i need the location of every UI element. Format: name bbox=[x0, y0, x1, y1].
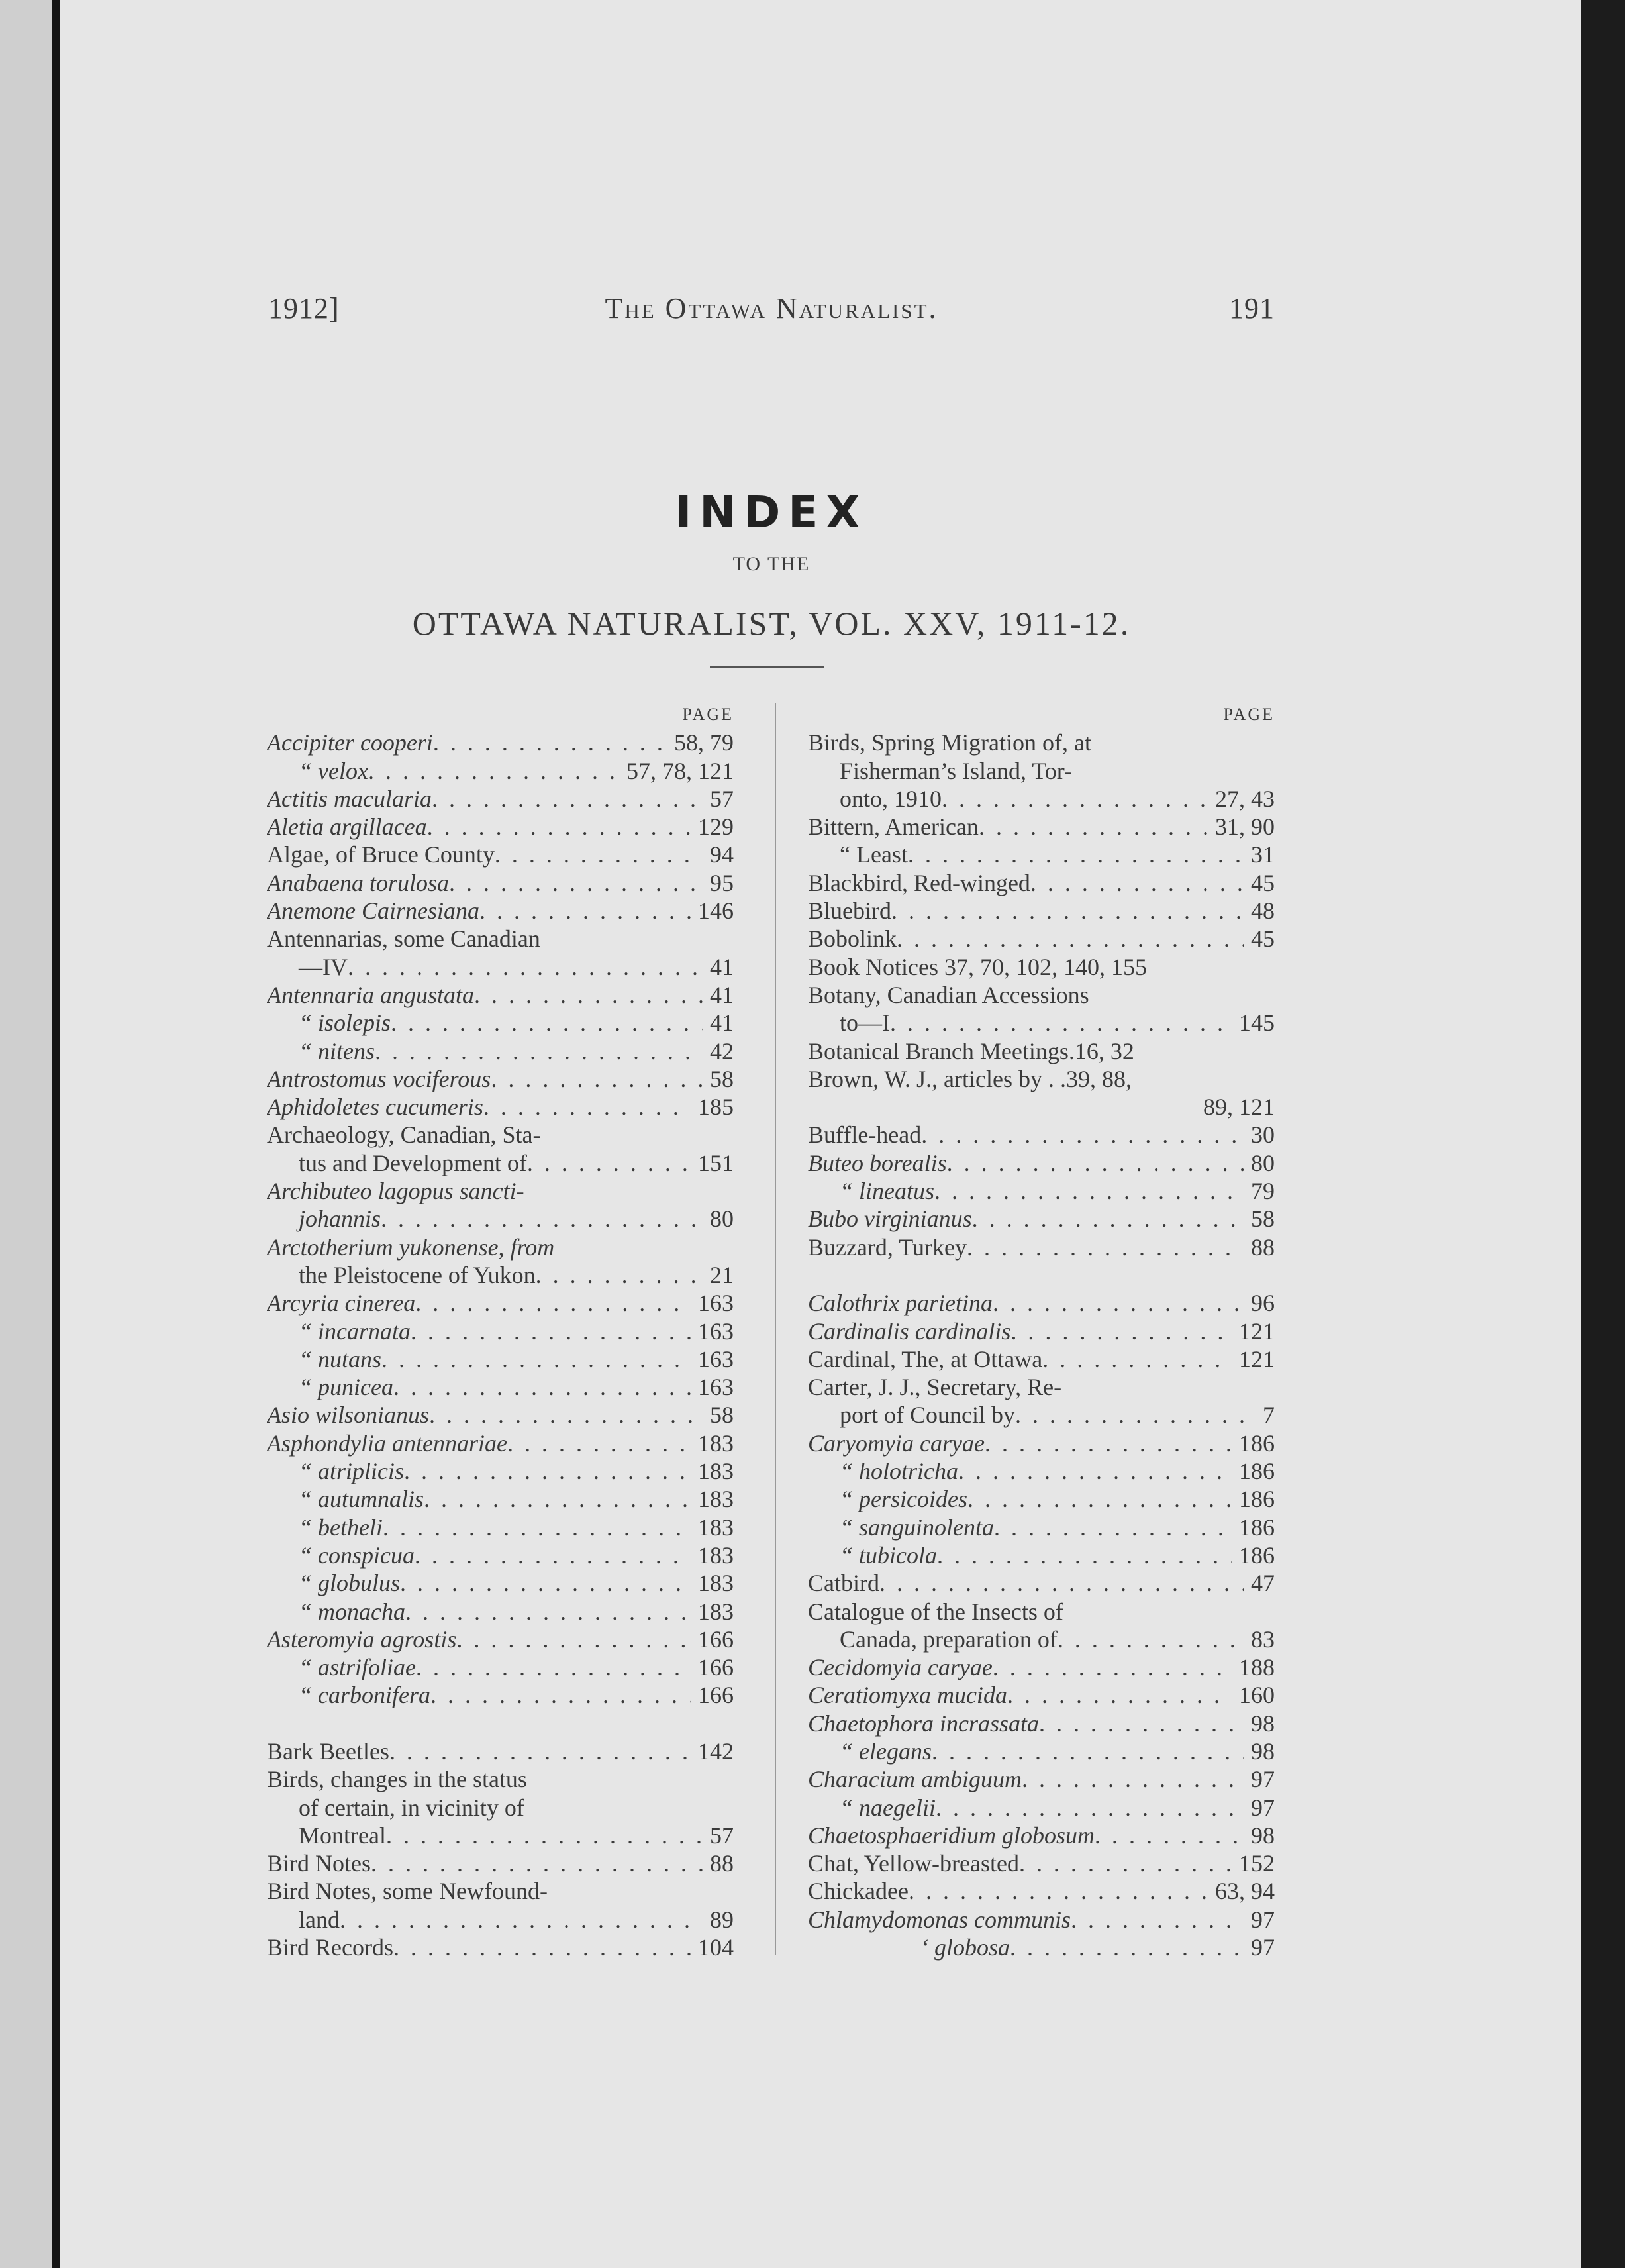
entry-pages: 166 bbox=[698, 1654, 734, 1681]
entry-pages: 57 bbox=[710, 785, 734, 812]
index-entry bbox=[808, 953, 1275, 981]
entry-text: Actitis macularia bbox=[267, 785, 432, 812]
index-entry bbox=[808, 1093, 1275, 1121]
entry-pages: 163 bbox=[698, 1374, 734, 1401]
index-entry bbox=[267, 869, 734, 897]
section-gap bbox=[808, 1261, 1275, 1289]
entry-text: Botany, Canadian Accessions bbox=[808, 981, 1089, 1008]
entry-pages: 142 bbox=[698, 1737, 734, 1765]
entry-pages: 183 bbox=[698, 1429, 734, 1457]
index-entry bbox=[267, 1485, 734, 1513]
index-entry bbox=[267, 1373, 734, 1401]
index-entry bbox=[808, 1205, 1275, 1233]
entry-pages: 41 bbox=[710, 981, 734, 1008]
index-entry bbox=[808, 1373, 1275, 1401]
index-entry bbox=[267, 1289, 734, 1317]
index-entry bbox=[808, 1401, 1275, 1429]
entry-text: johannis bbox=[299, 1206, 381, 1233]
index-entry bbox=[267, 1933, 734, 1961]
entry-text: Fisherman’s Island, Tor- bbox=[840, 757, 1073, 784]
entry-text: Birds, changes in the status bbox=[267, 1766, 527, 1793]
entry-text: Canada, preparation of bbox=[840, 1625, 1058, 1653]
index-entry bbox=[808, 757, 1275, 785]
entry-text: Archibuteo lagopus sancti- bbox=[267, 1178, 524, 1205]
entry-text: “ sanguinolenta bbox=[840, 1514, 995, 1541]
entry-text: Chat, Yellow-breasted bbox=[808, 1850, 1019, 1877]
index-entry bbox=[267, 953, 734, 981]
entry-text: Arctotherium yukonense, from bbox=[267, 1233, 555, 1261]
entry-pages: 104 bbox=[698, 1934, 734, 1961]
entry-pages: 58 bbox=[1251, 1206, 1275, 1233]
entry-text: Anemone Cairnesiana bbox=[267, 898, 479, 925]
entry-pages: 42 bbox=[710, 1037, 734, 1064]
entry-pages: 83 bbox=[1251, 1625, 1275, 1653]
index-entry bbox=[808, 1177, 1275, 1205]
index-entry bbox=[267, 1849, 734, 1877]
entry-text: Buzzard, Turkey bbox=[808, 1233, 967, 1261]
entry-pages: 21 bbox=[710, 1261, 734, 1288]
index-entry bbox=[267, 757, 734, 785]
adjacent-page-strip bbox=[0, 0, 52, 2268]
entry-pages: 185 bbox=[698, 1094, 734, 1121]
index-entry bbox=[267, 1737, 734, 1765]
index-entry bbox=[808, 1065, 1275, 1093]
entry-text: Brown, W. J., articles by . .39, 88, bbox=[808, 1065, 1132, 1092]
entry-pages: 183 bbox=[698, 1541, 734, 1569]
entry-text: Asio wilsonianus bbox=[267, 1402, 430, 1429]
binding-gutter bbox=[52, 0, 60, 2268]
entry-text: tus and Development of bbox=[299, 1149, 527, 1176]
index-entry bbox=[808, 1681, 1275, 1709]
index-entry bbox=[267, 1317, 734, 1345]
entry-text: to—I bbox=[840, 1009, 890, 1037]
index-entry bbox=[267, 1401, 734, 1429]
entry-text: Cardinal, The, at Ottawa bbox=[808, 1345, 1043, 1372]
index-entry bbox=[267, 1794, 734, 1822]
index-entry bbox=[808, 1317, 1275, 1345]
entry-pages: 163 bbox=[698, 1290, 734, 1317]
entry-text: Chickadee bbox=[808, 1878, 909, 1905]
entry-text: Chaetosphaeridium globosum bbox=[808, 1822, 1095, 1849]
index-entry bbox=[267, 1877, 734, 1905]
index-entry bbox=[267, 1009, 734, 1037]
entry-text: “ holotricha bbox=[840, 1458, 959, 1485]
index-entry bbox=[267, 1149, 734, 1177]
index-entry bbox=[267, 1345, 734, 1373]
index-entry bbox=[267, 1457, 734, 1485]
index-entry bbox=[808, 1569, 1275, 1597]
index-entry bbox=[267, 1261, 734, 1289]
title-rule bbox=[710, 666, 824, 668]
index-entry bbox=[267, 981, 734, 1009]
entry-pages: 121 bbox=[1239, 1317, 1275, 1345]
entry-pages: 95 bbox=[710, 869, 734, 896]
index-entry bbox=[808, 1625, 1275, 1653]
index-entry bbox=[267, 1093, 734, 1121]
entry-text: 89, 121 bbox=[1203, 1094, 1275, 1121]
scan-margin bbox=[1581, 0, 1625, 2268]
entry-text: “ incarnata bbox=[299, 1317, 411, 1345]
entry-pages: 151 bbox=[698, 1149, 734, 1176]
entry-pages: 58, 79 bbox=[674, 729, 734, 756]
entry-text: Buffle-head bbox=[808, 1121, 922, 1149]
entry-text: Caryomyia caryae bbox=[808, 1429, 985, 1457]
entry-text: Bobolink bbox=[808, 925, 897, 953]
entry-pages: 121 bbox=[1239, 1345, 1275, 1372]
entry-text: “ lineatus bbox=[840, 1178, 935, 1205]
entry-pages: 41 bbox=[710, 953, 734, 980]
index-entry bbox=[808, 1849, 1275, 1877]
entry-pages: 57 bbox=[710, 1822, 734, 1849]
entry-text: “ tubicola bbox=[840, 1541, 938, 1569]
index-entry bbox=[808, 1933, 1275, 1961]
index-entry bbox=[808, 1345, 1275, 1373]
index-entry bbox=[267, 1598, 734, 1625]
entry-pages: 45 bbox=[1251, 925, 1275, 953]
index-entry bbox=[267, 1541, 734, 1569]
index-entry bbox=[808, 1289, 1275, 1317]
entry-pages: 7 bbox=[1263, 1402, 1275, 1429]
entry-text: Archaeology, Canadian, Sta- bbox=[267, 1121, 541, 1149]
entry-pages: 183 bbox=[698, 1598, 734, 1625]
entry-pages: 58 bbox=[710, 1402, 734, 1429]
index-entry bbox=[808, 785, 1275, 813]
entry-text: Montreal bbox=[299, 1822, 386, 1849]
entry-pages: 163 bbox=[698, 1317, 734, 1345]
entry-text: Antennaria angustata bbox=[267, 981, 474, 1008]
entry-text: Buteo borealis bbox=[808, 1149, 947, 1176]
entry-text: “ astrifoliae bbox=[299, 1654, 417, 1681]
index-entry bbox=[267, 785, 734, 813]
entry-pages: 166 bbox=[698, 1682, 734, 1709]
index-entry bbox=[267, 1625, 734, 1653]
index-entry bbox=[267, 1653, 734, 1681]
entry-pages: 89 bbox=[710, 1906, 734, 1933]
index-title: INDEX bbox=[675, 487, 868, 538]
entry-pages: 31, 90 bbox=[1215, 813, 1275, 841]
entry-text: Bittern, American bbox=[808, 813, 979, 841]
entry-text: “ conspicua bbox=[299, 1541, 415, 1569]
entry-text: Cardinalis cardinalis bbox=[808, 1317, 1011, 1345]
entry-text: Aletia argillacea bbox=[267, 813, 427, 841]
entry-pages: 188 bbox=[1239, 1654, 1275, 1681]
entry-text: Carter, J. J., Secretary, Re- bbox=[808, 1374, 1062, 1401]
entry-text: of certain, in vicinity of bbox=[299, 1794, 524, 1821]
entry-pages: 160 bbox=[1239, 1682, 1275, 1709]
column-divider bbox=[775, 703, 776, 1955]
entry-text: —IV bbox=[299, 953, 348, 980]
entry-pages: 186 bbox=[1239, 1486, 1275, 1513]
index-column-right bbox=[808, 701, 1275, 1961]
entry-text: Calothrix parietina bbox=[808, 1290, 993, 1317]
entry-text: “ naegelii bbox=[840, 1794, 936, 1821]
entry-text: “ isolepis bbox=[299, 1009, 391, 1037]
index-entry bbox=[808, 1765, 1275, 1793]
entry-pages: 30 bbox=[1251, 1121, 1275, 1149]
entry-text: “ autumnalis bbox=[299, 1486, 424, 1513]
entry-text: Antennarias, some Canadian bbox=[267, 925, 540, 953]
entry-text: Asphondylia antennariae bbox=[267, 1429, 507, 1457]
entry-pages: 58 bbox=[710, 1065, 734, 1092]
index-entry bbox=[267, 1569, 734, 1597]
entry-text: Cecidomyia caryae bbox=[808, 1654, 993, 1681]
index-entry bbox=[808, 1710, 1275, 1737]
entry-text: “ punicea bbox=[299, 1374, 393, 1401]
entry-pages: 145 bbox=[1239, 1009, 1275, 1037]
entry-pages: 97 bbox=[1251, 1766, 1275, 1793]
entry-text: Anabaena torulosa bbox=[267, 869, 449, 896]
entry-pages: 98 bbox=[1251, 1710, 1275, 1737]
entry-text: Botanical Branch Meetings.16, 32 bbox=[808, 1037, 1134, 1064]
entry-pages: 186 bbox=[1239, 1541, 1275, 1569]
index-subtitle: OTTAWA NATURALIST, VOL. XXV, 1911-12. bbox=[412, 605, 1131, 642]
entry-text: Arcyria cinerea bbox=[267, 1290, 416, 1317]
entry-pages: 94 bbox=[710, 841, 734, 868]
index-entry bbox=[267, 1037, 734, 1065]
entry-text: “ velox bbox=[299, 757, 368, 784]
index-entry bbox=[267, 841, 734, 868]
entry-text: Asteromyia agrostis bbox=[267, 1625, 457, 1653]
index-entry bbox=[267, 1205, 734, 1233]
index-entry bbox=[808, 897, 1275, 925]
entry-text: “ elegans bbox=[840, 1737, 932, 1765]
index-to-the: TO THE bbox=[732, 553, 811, 575]
entry-text: Ceratiomyxa mucida bbox=[808, 1682, 1007, 1709]
entry-text: Bark Beetles bbox=[267, 1737, 389, 1765]
entry-text: Aphidoletes cucumeris bbox=[267, 1094, 483, 1121]
index-entry bbox=[267, 1233, 734, 1261]
entry-text: port of Council by bbox=[840, 1402, 1015, 1429]
entry-pages: 96 bbox=[1251, 1290, 1275, 1317]
entry-text: the Pleistocene of Yukon bbox=[299, 1261, 536, 1288]
index-entry bbox=[808, 1737, 1275, 1765]
running-head bbox=[268, 291, 1275, 331]
entry-pages: 97 bbox=[1251, 1906, 1275, 1933]
entry-pages: 166 bbox=[698, 1625, 734, 1653]
entry-text: Chaetophora incrassata bbox=[808, 1710, 1040, 1737]
index-entry bbox=[267, 1765, 734, 1793]
index-entry bbox=[808, 841, 1275, 868]
entry-pages: 97 bbox=[1251, 1934, 1275, 1961]
index-entry bbox=[808, 1457, 1275, 1485]
entry-pages: 146 bbox=[698, 898, 734, 925]
entry-pages: 183 bbox=[698, 1570, 734, 1597]
index-entry bbox=[267, 1121, 734, 1149]
index-entry bbox=[808, 1233, 1275, 1261]
entry-text: “ Least bbox=[840, 841, 908, 868]
entry-pages: 31 bbox=[1251, 841, 1275, 868]
index-entry bbox=[267, 1822, 734, 1849]
section-gap bbox=[267, 1710, 734, 1737]
index-entry bbox=[808, 1822, 1275, 1849]
entry-pages: 152 bbox=[1239, 1850, 1275, 1877]
index-entry bbox=[808, 1514, 1275, 1541]
entry-pages: 183 bbox=[698, 1486, 734, 1513]
index-entry bbox=[808, 1906, 1275, 1933]
running-head-year: 1912] bbox=[268, 292, 340, 325]
entry-pages: 80 bbox=[1251, 1149, 1275, 1176]
entry-pages: 163 bbox=[698, 1345, 734, 1372]
index-entry bbox=[808, 1653, 1275, 1681]
index-entry bbox=[267, 925, 734, 953]
index-entry bbox=[267, 729, 734, 756]
entry-text: Catalogue of the Insects of bbox=[808, 1598, 1063, 1625]
entry-pages: 129 bbox=[698, 813, 734, 841]
entry-pages: 186 bbox=[1239, 1514, 1275, 1541]
entry-pages: 47 bbox=[1251, 1570, 1275, 1597]
entry-pages: 27, 43 bbox=[1215, 785, 1275, 812]
entry-pages: 88 bbox=[1251, 1233, 1275, 1261]
index-entry bbox=[267, 1514, 734, 1541]
entry-text: Bird Records bbox=[267, 1934, 393, 1961]
entry-pages: 48 bbox=[1251, 898, 1275, 925]
entry-text: “ globulus bbox=[299, 1570, 401, 1597]
entry-text: land bbox=[299, 1906, 340, 1933]
entry-pages: 41 bbox=[710, 1009, 734, 1037]
entry-text: “ carbonifera bbox=[299, 1682, 431, 1709]
entry-text: Catbird bbox=[808, 1570, 879, 1597]
entry-text: Blackbird, Red-winged bbox=[808, 869, 1030, 896]
entry-pages: 98 bbox=[1251, 1737, 1275, 1765]
index-entry bbox=[267, 813, 734, 841]
index-entry bbox=[808, 1485, 1275, 1513]
entry-text: “ persicoides bbox=[840, 1486, 967, 1513]
entry-pages: 45 bbox=[1251, 869, 1275, 896]
entry-pages: 88 bbox=[710, 1850, 734, 1877]
index-entry bbox=[267, 897, 734, 925]
entry-pages: 98 bbox=[1251, 1822, 1275, 1849]
entry-text: Antrostomus vociferous bbox=[267, 1065, 491, 1092]
index-entry bbox=[267, 1065, 734, 1093]
entry-text: Book Notices 37, 70, 102, 140, 155 bbox=[808, 953, 1147, 980]
index-entry bbox=[808, 1541, 1275, 1569]
index-entry bbox=[808, 1877, 1275, 1905]
index-entry bbox=[808, 1009, 1275, 1037]
entry-text: Accipiter cooperi bbox=[267, 729, 433, 756]
index-entry bbox=[808, 1037, 1275, 1065]
entry-pages: 63, 94 bbox=[1215, 1878, 1275, 1905]
index-entry bbox=[267, 1429, 734, 1457]
index-column-left bbox=[267, 701, 734, 1961]
page-number: 191 bbox=[1229, 292, 1275, 325]
entry-pages: 183 bbox=[698, 1514, 734, 1541]
index-entry bbox=[808, 1429, 1275, 1457]
entry-pages: 97 bbox=[1251, 1794, 1275, 1821]
entry-pages: 186 bbox=[1239, 1458, 1275, 1485]
entry-text: ‘ globosa bbox=[920, 1934, 1010, 1961]
entry-pages: 186 bbox=[1239, 1429, 1275, 1457]
entry-pages: 79 bbox=[1251, 1178, 1275, 1205]
index-entry bbox=[808, 1794, 1275, 1822]
index-entry bbox=[808, 981, 1275, 1009]
entry-pages: 80 bbox=[710, 1206, 734, 1233]
index-entry bbox=[808, 813, 1275, 841]
column-page-label: PAGE bbox=[682, 705, 734, 724]
index-entry bbox=[808, 925, 1275, 953]
index-entry bbox=[267, 1681, 734, 1709]
entry-text: “ betheli bbox=[299, 1514, 383, 1541]
index-entry bbox=[808, 729, 1275, 756]
entry-text: Bird Notes, some Newfound- bbox=[267, 1878, 548, 1905]
entry-text: Characium ambiguum bbox=[808, 1766, 1022, 1793]
entry-pages: 57, 78, 121 bbox=[626, 757, 734, 784]
index-entry bbox=[808, 869, 1275, 897]
index-entry bbox=[808, 1598, 1275, 1625]
entry-text: “ nutans bbox=[299, 1345, 382, 1372]
entry-pages: 183 bbox=[698, 1458, 734, 1485]
running-head-title: The Ottawa Naturalist. bbox=[605, 292, 938, 325]
entry-text: Birds, Spring Migration of, at bbox=[808, 729, 1091, 756]
index-entry bbox=[808, 1121, 1275, 1149]
entry-text: Bubo virginianus bbox=[808, 1206, 972, 1233]
column-page-label: PAGE bbox=[1223, 705, 1275, 724]
index-entry bbox=[267, 1906, 734, 1933]
entry-text: Bluebird bbox=[808, 898, 891, 925]
entry-text: Algae, of Bruce County bbox=[267, 841, 495, 868]
entry-text: “ monacha bbox=[299, 1598, 405, 1625]
index-entry bbox=[267, 1177, 734, 1205]
entry-text: “ nitens bbox=[299, 1037, 375, 1064]
entry-text: Chlamydomonas communis bbox=[808, 1906, 1071, 1933]
entry-text: Bird Notes bbox=[267, 1850, 371, 1877]
entry-text: “ atriplicis bbox=[299, 1458, 405, 1485]
entry-text: onto, 1910 bbox=[840, 785, 942, 812]
index-entry bbox=[808, 1149, 1275, 1177]
